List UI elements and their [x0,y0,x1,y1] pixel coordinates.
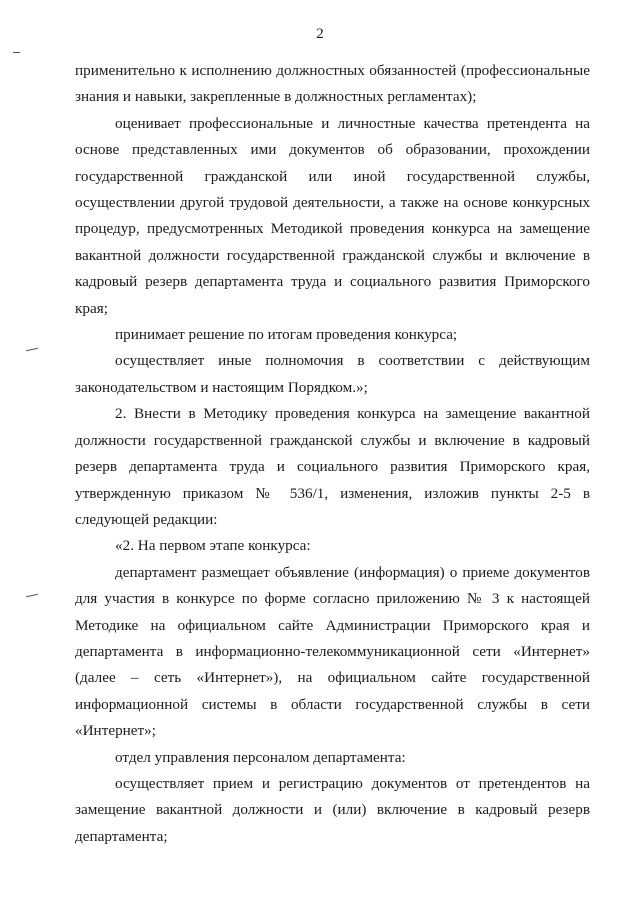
paragraph: применительно к исполнению должностных обязанностей (профессиональные знания и навыки, закрепленные в должностных регламентах); [75,62,590,106]
margin-mark [13,52,20,53]
paragraph: департамент размещает объявление (информация) о приеме документов для участия в конкурсе по форме согласно приложению № 3 к настоящей Методике на официальном сайте Администрации Приморского края и департамента в информационно-телекоммуникационной сети «Интернет» (далее – сеть «Интернет»), на официальном сайте государственной информационной системы в области государственной службы в сети «Интернет»; [75,563,590,740]
document-body [75,58,590,850]
paragraph: отдел управления персоналом департамента: [115,748,406,766]
margin-mark [26,348,38,351]
paragraph: принимает решение по итогам проведения конкурса; [115,326,458,344]
paragraph: 2. Внести в Методику проведения конкурса на замещение вакантной должности государственной гражданской службы и включение в кадровый резерв департамента труда и социального развития Приморского края, утвержденную приказом № 536/1, изменения, изложив пункты 2-5 в следующей редакции: [75,405,590,528]
paragraph: осуществляет иные полномочия в соответствии с действующим законодательством и настоящим Порядком.»; [75,352,590,396]
paragraph: оценивает профессиональные и личностные качества претендента на основе представленных ими документов об образовании, прохождении государственной гражданской или иной государственной службы, осуществлении другой трудовой деятельности, а также на основе конкурсных процедур, предусмотренных Методикой проведения конкурса на замещение вакантной должности государственной гражданской службы и включение в кадровый резерв департамента труда и социального развития Приморского края; [75,114,590,317]
margin-mark [26,594,38,597]
paragraph: «2. На первом этапе конкурса: [115,537,311,555]
paragraph: осуществляет прием и регистрацию документов от претендентов на замещение вакантной должности и (или) включение в кадровый резерв департамента; [75,774,590,845]
page-number: 2 [316,26,324,42]
